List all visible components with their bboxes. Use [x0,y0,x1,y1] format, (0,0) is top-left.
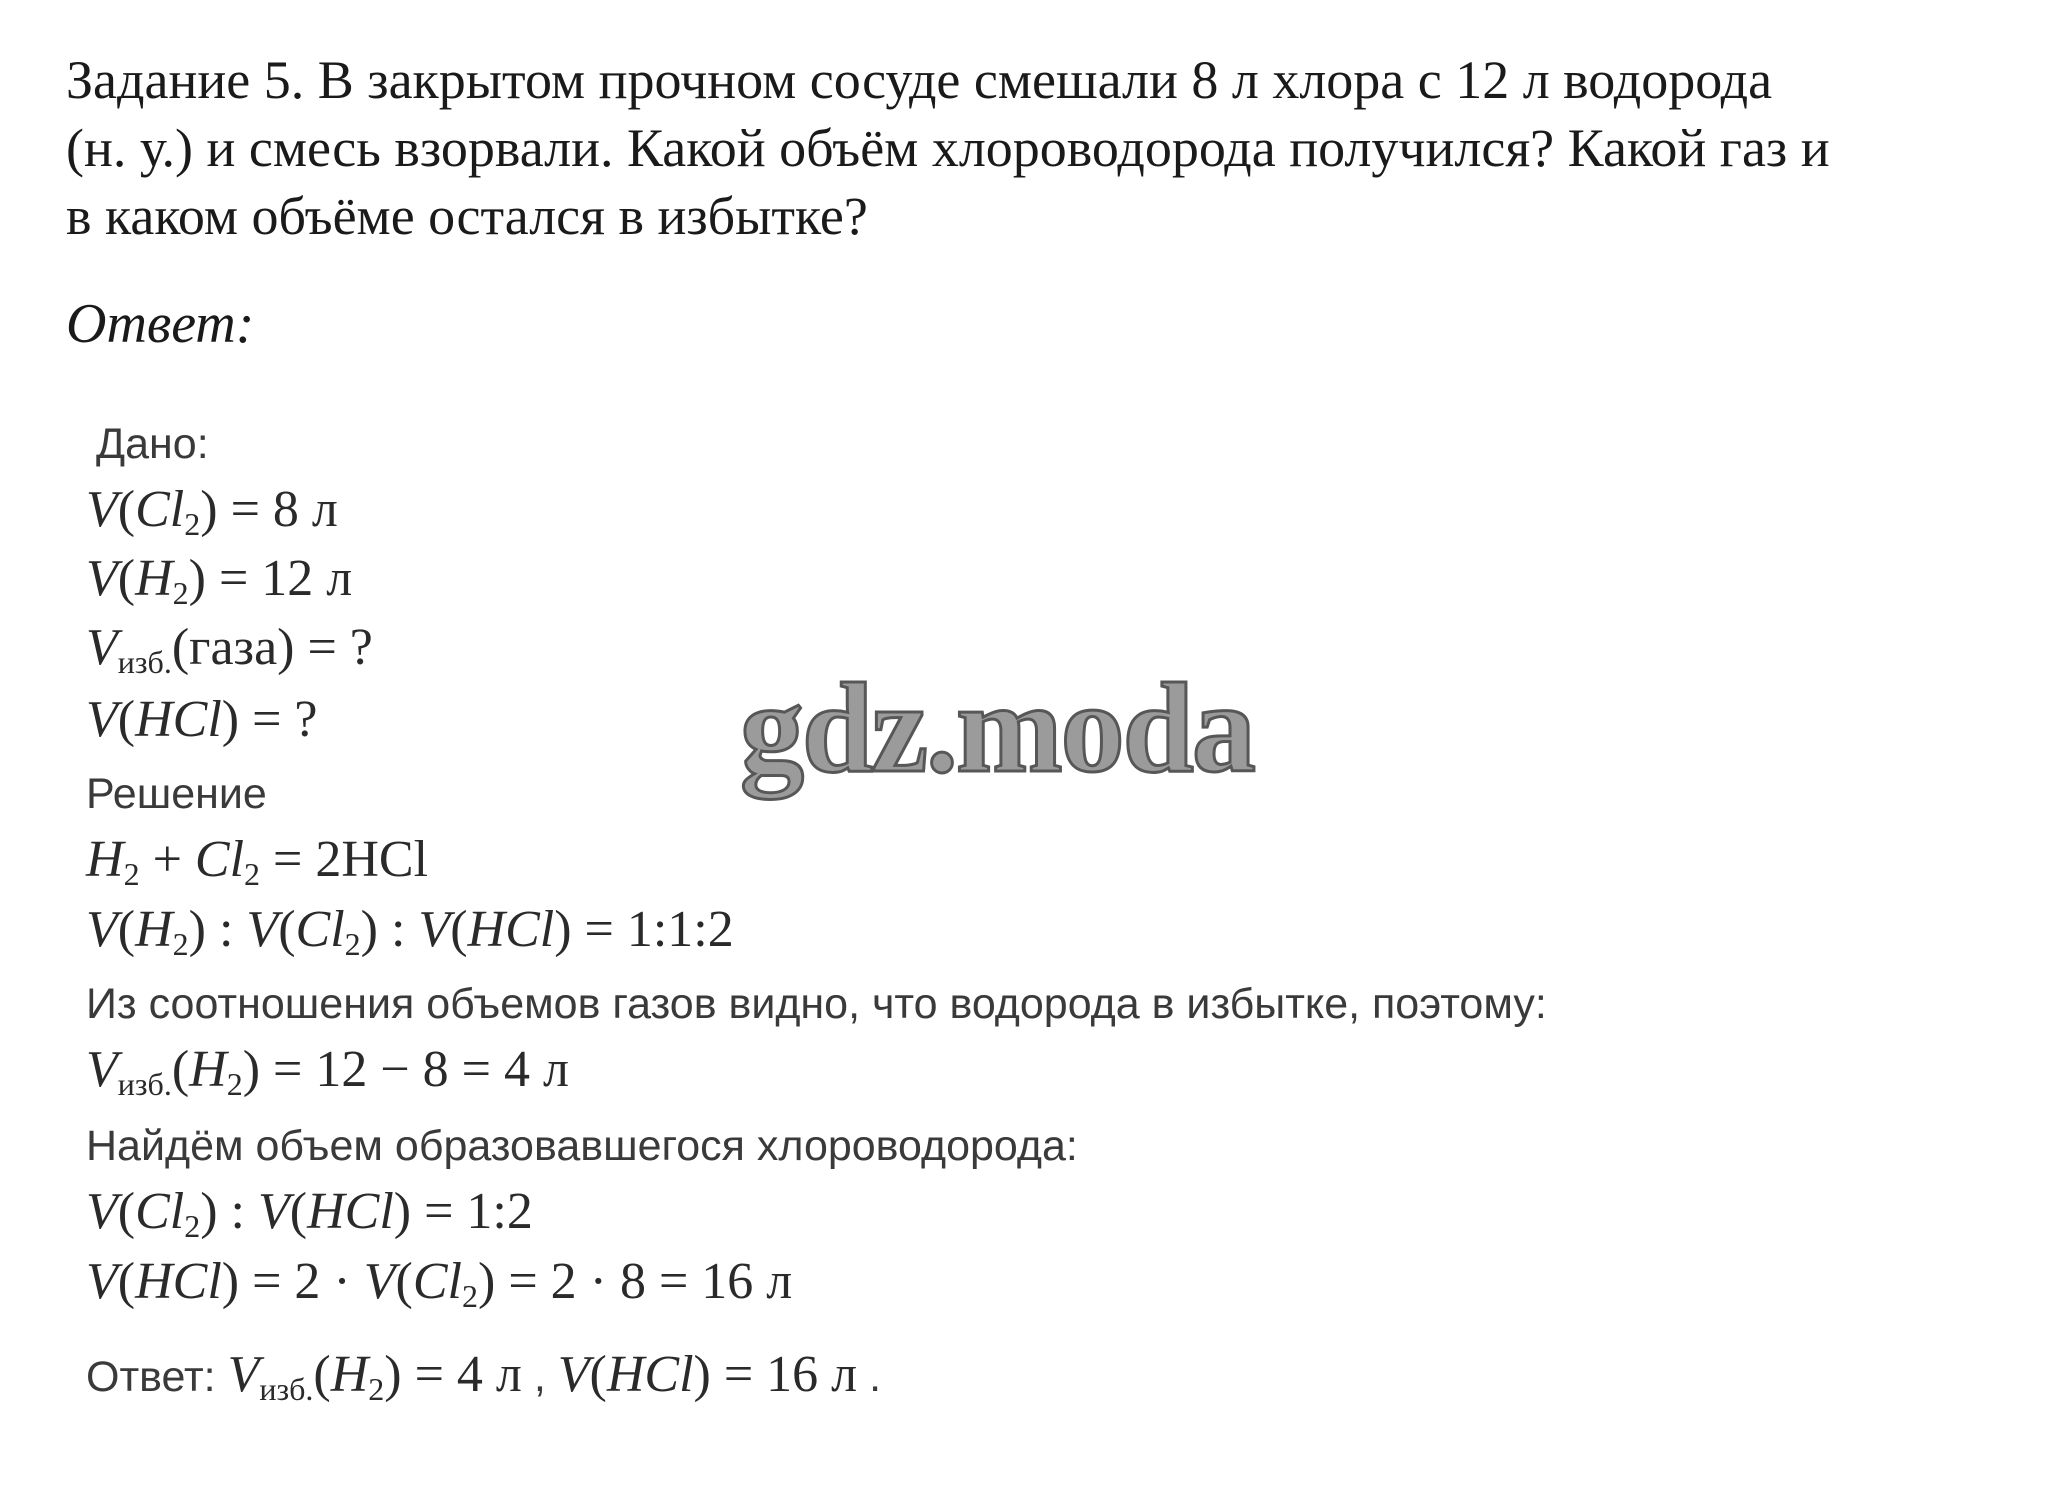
reaction-equation: $H_2 + Cl_2 = 2HCl$ [86,831,429,892]
final-answer-part2: = 16 л [710,1346,858,1403]
cl2-hcl-ratio: $V(Cl_2)$ : V(HCl) = 1:2 [86,1183,533,1244]
given-hcl-value: = ? [239,691,318,748]
final-answer-end: . [857,1353,882,1401]
final-answer-label: Ответ: [86,1353,228,1401]
given-hcl-volume: V(HCl) = ? [86,691,318,748]
answer-heading: Ответ: [66,293,255,355]
task-line-3: в каком объёме остался в избытке? [66,186,868,246]
watermark-logo: gdz.moda [740,657,1254,799]
given-cl2-value: = 8 л [217,481,338,538]
excess-subscript: изб. [117,644,172,680]
hcl-volume-calc: $V(HCl) = 2 \cdot V(Cl_2) = 2 \cdot 8 = 16$ л [86,1253,793,1314]
task-line-2: (н. у.) и смесь взорвали. Какой объём хлороводорода получился? Какой газ и [66,118,1830,178]
excess-gas-value: = ? [294,619,373,676]
task-line-1: Задание 5. В закрытом прочном сосуде смешали 8 л хлора с 12 л водорода [66,50,1773,110]
final-answer-separator: , [521,1353,558,1401]
excess-gas-arg: (газа) [171,619,295,676]
final-answer: Ответ: $V_{изб.}(H_2) = 4$ л , V(HCl) = 16 л . [86,1346,882,1407]
volume-ratio: $V(H_2)$ : $V(Cl_2)$ : V(HCl) = 1:1:2 [86,901,734,962]
excess-h2-calc-rhs: = 12 − 8 = 4 л [260,1041,569,1098]
excess-h2-calc: $V_{изб.}(H_2) = 12 - 8 = 4$ л [86,1041,569,1102]
given-h2-volume: $V(H_2) = 12$ л [86,550,353,611]
find-hcl-text: Найдём объем образовавшегося хлороводорода: [86,1122,1078,1170]
volume-ratio-rhs: = 1:1:2 [571,901,734,958]
given-h2-value: = 12 л [205,550,353,607]
reaction-equation-rhs: = 2HCl [260,831,429,888]
task-statement [66,46,2026,250]
cl2-hcl-ratio-rhs: = 1:2 [411,1183,533,1240]
given-cl2-volume: $V(Cl_2) = 8$ л [86,481,338,542]
given-label: Дано: [96,420,209,468]
explanation-text: Из соотношения объемов газов видно, что водорода в избытке, поэтому: [86,980,1547,1028]
final-answer-part1: = 4 л [401,1346,522,1403]
solution-label: Решение [86,770,267,818]
given-excess-gas: $V_{изб.}(газа)$ = ? [86,619,373,680]
hcl-volume-calc-rhs: = 2 · 8 = 16 л [495,1253,793,1310]
